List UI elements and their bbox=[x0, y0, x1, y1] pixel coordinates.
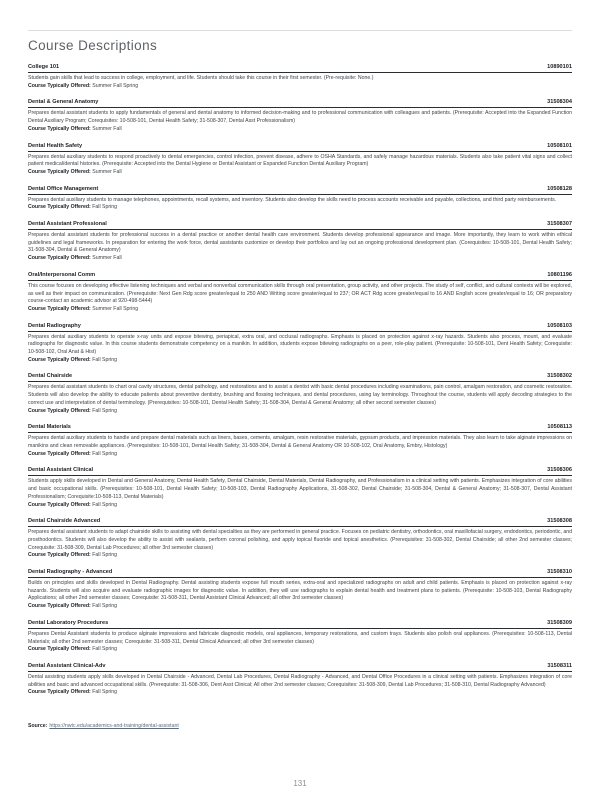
offered-label: Course Typically Offered: bbox=[28, 82, 91, 89]
course-header bbox=[28, 424, 572, 433]
course-description: Prepares dental assistant students to adapt chairside skills to assisting with dental specialties as they are performed in general practice. Focuses on pediatric dentistry, orthodontics, oral maxillofacial surgery, endodontics, periodontic, and prosthodontics. Students will also develop the ability to assist with sealants, perform coronal polishing, and apply topical fluoride and topical anesthetics. (Prerequisites: 31-508-302, Dental Chairside; all other 2nd semester classes; Corequisite: 31-508-309, Dental Lab Procedures; all other 3rd semester classes) bbox=[28, 529, 572, 551]
course-offered-row bbox=[28, 451, 572, 459]
course-number: 31508306 bbox=[547, 467, 572, 474]
offered-value: Summer Fall bbox=[92, 255, 122, 262]
course-description: Prepares dental assistant students to apply fundamentals of general and dental anatomy to informed decision-making and to professional communication with colleagues and patients. (Prerequisite: Accepted into the Expanded Function Dental Auxiliary Program; Corequisites: 10-508-101, Dental Health Safety; 31-508-307, Dental Asst Professionalism) bbox=[28, 110, 572, 125]
course-number: 10801196 bbox=[547, 271, 572, 278]
course-block bbox=[28, 64, 572, 90]
course-description: Builds on principles and skills developed in Dental Radiography. Dental assisting students expose full mouth series, extra-oral and specialized radiographs on adult and child patients. Emphasis is placed on protection against x-ray hazards. Students will also acquire and evaluate radiographic images for diagnostic value. In addition, they will use radiographs to explain dental health and treatment plans to patients. (Prerequisite: 10-508-103, Dental Radiography Applications; all other 2nd semester classes; Corequisite: 31-508-311, Dental Assistant Clinical Advanced; all other 3rd semester classes) bbox=[28, 580, 572, 602]
course-description: Dental assisting students apply skills developed in Dental Chairside - Advanced, Dental Lab Procedures, Dental Radiography - Advanced, and Dental Office Procedures in a clinical setting with patients. Emphasizes integration of core abilities and basic and advanced occupational skills. (Prerequisite: 31-508-306, Dent Asst Clinical; All other 2nd semester classes; Corequisites: 31-508-309, Dental Lab Procedures; 31-508-310, Dental Radiography Advanced) bbox=[28, 673, 572, 688]
course-block bbox=[28, 373, 572, 415]
course-description: Prepares dental auxiliary students to operate x-ray units and expose bitewing, periapical, extra oral, and occlusal radiographs. Emphasis is placed on protection against x-ray hazards. Students also process, mount, and evaluate radiographs for diagnostic value. In this course students demonstrate competency on a manikin. In addition, students expose bitewing radiographs on a peer, role-play patient. (Prerequisite: 10-508-101, Dent Health Safety; Corequisite: 10-508-102, Oral Anat & Hist) bbox=[28, 333, 572, 356]
offered-value: Fall Spring bbox=[92, 407, 118, 414]
course-header bbox=[28, 221, 572, 230]
course-block bbox=[28, 620, 572, 654]
course-number: 10890101 bbox=[547, 64, 572, 70]
course-offered-row bbox=[28, 646, 572, 654]
page-number: 131 bbox=[293, 779, 307, 788]
course-name: Dental Materials bbox=[28, 424, 71, 431]
offered-label: Course Typically Offered: bbox=[28, 168, 91, 175]
course-description: Prepares dental auxiliary students to respond proactively to dental emergencies, control infection, prevent disease, adhere to OSHA Standards, and safely manage hazardous materials. Students also take patient vital signs and collect patient medical/dental histories. (Prerequisite: Accepted into the Dental Hygiene or Dental Assistant or Expanded Function Dental Auxiliary Program) bbox=[28, 153, 572, 168]
course-header bbox=[28, 373, 572, 382]
course-number: 31508309 bbox=[547, 619, 572, 626]
offered-value: Fall Spring bbox=[92, 552, 118, 559]
course-name: Dental Assistant Clinical-Adv bbox=[28, 662, 106, 669]
course-block bbox=[28, 663, 572, 697]
course-name: Dental Assistant Professional bbox=[28, 221, 107, 228]
offered-value: Fall Spring bbox=[92, 603, 118, 610]
course-offered-row bbox=[28, 552, 572, 560]
offered-value: Fall Spring bbox=[92, 646, 118, 653]
offered-value: Summer Fall bbox=[92, 168, 122, 175]
course-header bbox=[28, 143, 572, 152]
course-offered-row bbox=[28, 169, 572, 177]
course-offered-row bbox=[28, 689, 572, 697]
course-name: Dental Laboratory Procedures bbox=[28, 619, 109, 626]
offered-label: Course Typically Offered: bbox=[28, 603, 91, 610]
course-number: 31508307 bbox=[547, 221, 572, 228]
course-header bbox=[28, 186, 572, 195]
offered-value: Fall Spring bbox=[92, 204, 118, 211]
course-header bbox=[28, 663, 572, 672]
top-divider bbox=[28, 30, 572, 31]
course-description: Prepares dental assistant students to chart oral cavity structures, dental pathology, and restorations and to assist a dentist with basic dental procedures including examinations, pain control, amalgam restoration, and cosmetic restoration. Students will also develop the ability to educate patients about preventive dentistry, brushing and flossing techniques, and dental procedures, using lay terminology. Throughout the course, students will apply decoding strategies to the correct use and interpretation of dental terminology. (Prerequisites: 10-508-101, Dental Health Safety; 31-508-304, Dental & General Anatomy; all other second semester classes) bbox=[28, 384, 572, 406]
course-number: 10508113 bbox=[547, 424, 572, 431]
offered-value: Summer Fall Spring bbox=[92, 82, 139, 89]
course-block bbox=[28, 99, 572, 133]
course-number: 10508128 bbox=[547, 185, 572, 192]
course-number: 31508302 bbox=[547, 373, 572, 380]
offered-label: Course Typically Offered: bbox=[28, 305, 91, 312]
course-name: Dental Radiography bbox=[28, 322, 81, 329]
course-name: Dental Radiography - Advanced bbox=[28, 569, 113, 576]
course-name: Dental & General Anatomy bbox=[28, 99, 99, 106]
course-name: College 101 bbox=[28, 64, 60, 70]
course-offered-row bbox=[28, 126, 572, 134]
source-link[interactable]: https://nwtc.edu/academics-and-training/dental-assistant bbox=[49, 723, 179, 730]
source-label: Source: bbox=[28, 723, 48, 730]
offered-label: Course Typically Offered: bbox=[28, 255, 91, 262]
offered-label: Course Typically Offered: bbox=[28, 204, 91, 211]
offered-label: Course Typically Offered: bbox=[28, 689, 91, 696]
course-offered-row bbox=[28, 204, 572, 212]
course-header bbox=[28, 272, 572, 281]
course-description: Prepares dental assistant students for professional success in a dental practice or another dental health care environment. Students develop professional appearance and image. More importantly, they learn to work within ethical guidelines and legal frameworks. In preparation for entering the work force, dental assistants customize or develop their portfolios and lay out an ongoing professional development plan. (Corequisites: 10-508-101, Dental Health Safety; 31-508-304, Dental & General Anatomy) bbox=[28, 232, 572, 254]
course-block bbox=[28, 569, 572, 611]
offered-value: Fall Spring bbox=[92, 689, 118, 696]
page-title: Course Descriptions bbox=[28, 38, 158, 53]
offered-label: Course Typically Offered: bbox=[28, 407, 91, 414]
course-description: Students gain skills that lead to success in college, employment, and life. Students should take this course in their first semester. (Pre-requisite: None.) bbox=[28, 75, 374, 81]
course-offered-row bbox=[28, 255, 572, 263]
course-header bbox=[28, 323, 572, 332]
course-name: Dental Assistant Clinical bbox=[28, 467, 94, 474]
course-block bbox=[28, 323, 572, 365]
offered-label: Course Typically Offered: bbox=[28, 125, 91, 132]
course-header bbox=[28, 569, 572, 578]
course-list bbox=[28, 64, 572, 697]
offered-value: Fall Spring bbox=[92, 356, 118, 363]
course-name: Dental Office Management bbox=[28, 185, 99, 192]
offered-label: Course Typically Offered: bbox=[28, 552, 91, 559]
course-block bbox=[28, 518, 572, 560]
course-block bbox=[28, 467, 572, 509]
course-name: Dental Health Safety bbox=[28, 142, 83, 149]
offered-label: Course Typically Offered: bbox=[28, 646, 91, 653]
offered-value: Summer Fall Spring bbox=[92, 305, 139, 312]
course-block bbox=[28, 272, 572, 314]
course-header bbox=[28, 620, 572, 629]
course-block bbox=[28, 424, 572, 458]
course-block bbox=[28, 143, 572, 177]
course-offered-row bbox=[28, 502, 572, 510]
course-description: Prepares dental auxiliary students to manage telephones, appointments, recall systems, and inventory. Students also develop the skills need to process accounts receivable and payable, collections, and third party reimbursements. bbox=[28, 196, 557, 203]
offered-value: Summer Fall bbox=[92, 125, 122, 132]
course-number: 10508101 bbox=[547, 142, 572, 149]
course-offered-row bbox=[28, 83, 572, 91]
course-number: 10508103 bbox=[547, 322, 572, 329]
course-block bbox=[28, 221, 572, 263]
course-description: Prepares Dental Assistant students to produce alginate impressions and fabricate diagnostic models, oral appliances, temporary restorations, and custom trays. Students also polish oral appliances. (Prerequisites: 10-508-113, Dental Materials; all other 2nd semester classes; Corequisite: 31-508-311, Dental Clinical Advanced; all other 3rd semester classes) bbox=[28, 630, 572, 645]
document-page bbox=[28, 30, 572, 731]
course-description: Prepares dental auxiliary students to handle and prepare dental materials such as liners, bases, cements, amalgam, resin restorative materials, gypsum products, and impression materials. They also learn to take alginate impressions on manikins and clean removable appliances. (Prerequisites: 10-508-101, Dental Health Safety; 31-508-304, Dental & General Anatomy OR 10-508-102, Oral Anatomy, Embry, Histology) bbox=[28, 435, 572, 449]
course-offered-row bbox=[28, 603, 572, 611]
course-description: This course focuses on developing effective listening techniques and verbal and nonverbal communication skills through oral presentation, group activity, and other projects. The study of self, conflict, and cultural contexts will be explored, as well as their impact on communication. (Prerequisite: Next Gen Rdg score greater/equal to 250 AND Writing score greater/equal to 237; OR ACT Rdg score greater/equal to 16 AND English score greater/equal to 16; OR preparatory course-contact an academic advisor at 920-498-5444) bbox=[28, 282, 572, 305]
course-header bbox=[28, 467, 572, 476]
offered-label: Course Typically Offered: bbox=[28, 356, 91, 363]
course-name: Dental Chairside bbox=[28, 373, 73, 380]
course-offered-row bbox=[28, 408, 572, 416]
course-number: 31508310 bbox=[547, 569, 572, 576]
course-offered-row bbox=[28, 357, 572, 365]
course-number: 31508311 bbox=[547, 662, 572, 669]
course-header bbox=[28, 518, 572, 527]
course-description: Students apply skills developed in Dental and General Anatomy, Dental Health Safety, Dental Chairside, Dental Materials, Dental Radiography, and Professionalism in a clinical setting with patients. Emphasizes integration of core abilities and basic occupational skills. (Prerequisites: 10-508-101, Dental Health Safety; 10-508-103, Dental Radiography Applications, 31-508-302, Dental Chairside; 31-508-304, Dental & General Anatomy; 31-508-307, Dental Assistant Professionalism; Corequisite:10-508-113, Dental Materials) bbox=[28, 478, 572, 500]
course-header bbox=[28, 64, 572, 73]
course-name: Dental Chairside Advanced bbox=[28, 518, 101, 525]
course-block bbox=[28, 186, 572, 212]
course-header bbox=[28, 99, 572, 108]
course-offered-row bbox=[28, 306, 572, 314]
offered-label: Course Typically Offered: bbox=[28, 450, 91, 457]
source-row bbox=[28, 723, 572, 731]
offered-value: Fall Spring bbox=[92, 450, 118, 457]
offered-value: Fall Spring bbox=[92, 501, 118, 508]
offered-label: Course Typically Offered: bbox=[28, 501, 91, 508]
course-number: 31508304 bbox=[547, 99, 572, 106]
course-name: Oral/Interpersonal Comm bbox=[28, 271, 96, 278]
course-number: 31508308 bbox=[547, 518, 572, 525]
